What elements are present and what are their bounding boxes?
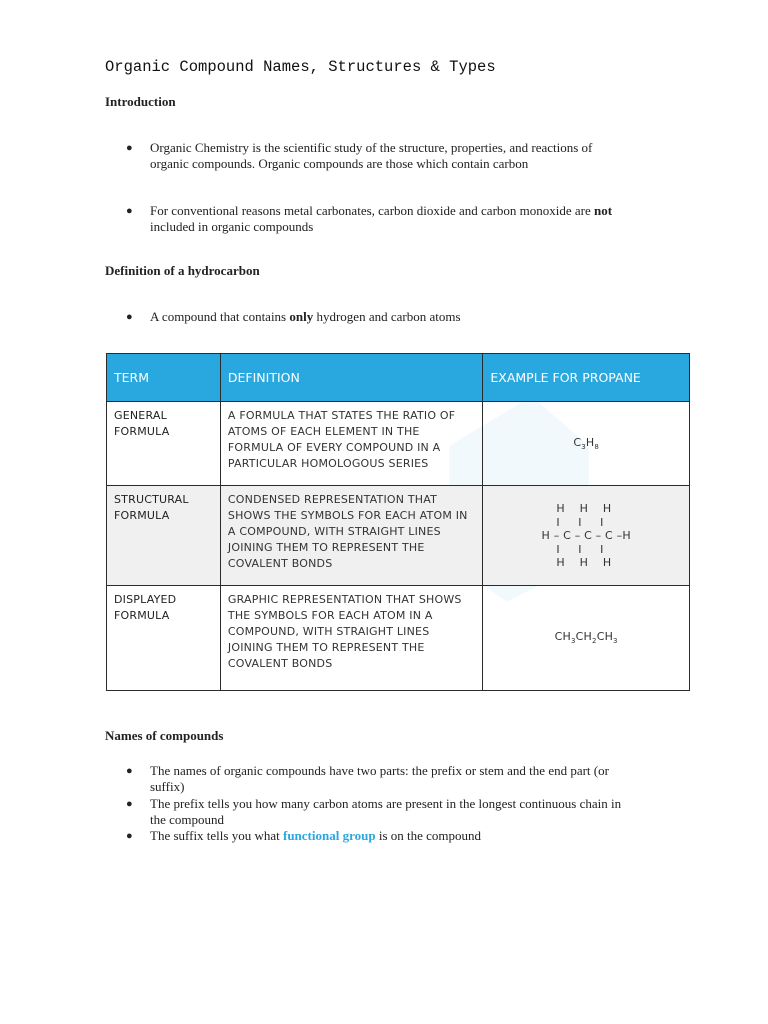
bullet-text: The prefix tells you how many carbon atoms are present in the longest continuous chain in the compound: [150, 796, 622, 827]
list-item: [126, 796, 626, 828]
formula-subscript: 3: [613, 637, 618, 645]
structure-line: H H H: [541, 502, 612, 515]
formula-subscript: 3: [581, 442, 586, 451]
formula-part: CH: [554, 630, 572, 643]
structure-line: H H H: [541, 556, 612, 569]
definitions-table: [106, 353, 690, 691]
bold-text: only: [289, 309, 314, 324]
structure-line: I I I: [541, 515, 604, 529]
example-cell: [483, 402, 690, 486]
list-item: [126, 763, 626, 795]
bullet-text: [150, 309, 626, 325]
term-cell: STRUCTURAL FORMULA: [107, 486, 221, 586]
intro-heading: Introduction: [105, 94, 176, 109]
bullet-icon: ●: [126, 798, 133, 810]
definition-cell: A FORMULA THAT STATES THE RATIO OF ATOMS OF EACH ELEMENT IN THE FORMULA OF EVERY COMPOUND IN A PARTICULAR HOMOLOGOUS SERIES: [220, 402, 482, 486]
structure-line: I I I: [541, 542, 604, 556]
bullet-text-part: included in organic compounds: [150, 219, 314, 234]
header-definition: DEFINITION: [220, 354, 482, 402]
example-cell: [483, 586, 690, 691]
functional-group-link[interactable]: functional group: [283, 828, 376, 843]
header-example: EXAMPLE FOR PROPANE: [483, 354, 690, 402]
formula-subscript: 8: [594, 442, 600, 451]
list-item: [126, 140, 626, 172]
formula-part: CH: [596, 630, 614, 643]
bullet-text-part: The suffix tells you what: [150, 828, 283, 843]
bullet-text-part: For conventional reasons metal carbonates, carbon dioxide and carbon monoxide are: [150, 203, 595, 218]
bullet-icon: ●: [126, 830, 133, 842]
bullet-text-part: is on the compound: [375, 828, 482, 843]
definition-cell: GRAPHIC REPRESENTATION THAT SHOWS THE SYMBOLS FOR EACH ATOM IN A COMPOUND, WITH STRAIGHT LINES JOINING THEM TO REPRESENT THE COVALENT BONDS: [220, 586, 482, 691]
example-cell: [483, 486, 690, 586]
table-header-row: [107, 354, 690, 402]
term-cell: GENERAL FORMULA: [107, 402, 221, 486]
structure-line: H – C – C – C –H: [541, 529, 631, 542]
bullet-text-part: hydrogen and carbon atoms: [313, 309, 461, 324]
list-item: [126, 309, 626, 325]
bullet-text-part: A compound that contains: [150, 309, 290, 324]
structure-diagram: [542, 502, 631, 570]
hydrocarbon-heading: Definition of a hydrocarbon: [105, 263, 260, 278]
formula-part: CH: [575, 630, 593, 643]
bullet-icon: ●: [126, 765, 133, 777]
bullet-icon: ●: [126, 311, 133, 323]
page-title: Organic Compound Names, Structures & Types: [105, 58, 496, 76]
list-item: [126, 203, 626, 235]
list-item: [126, 828, 626, 844]
formula-subscript: 3: [571, 637, 576, 645]
bullet-text: Organic Chemistry is the scientific study of the structure, properties, and reactions of organic compounds. Organic compounds are those which contain carbon: [150, 140, 593, 171]
names-heading: Names of compounds: [105, 728, 224, 743]
bullet-icon: ●: [126, 142, 133, 154]
bold-text: not: [594, 203, 613, 218]
definition-cell: CONDENSED REPRESENTATION THAT SHOWS THE SYMBOLS FOR EACH ATOM IN A COMPOUND, WITH STRAIGHT LINES JOINING THEM TO REPRESENT THE COVALENT BONDS: [220, 486, 482, 586]
formula-part: C: [573, 435, 582, 449]
bullet-icon: ●: [126, 205, 133, 217]
term-cell: DISPLAYED FORMULA: [107, 586, 221, 691]
formula-subscript: 2: [592, 637, 597, 645]
header-term: TERM: [107, 354, 221, 402]
bullet-text: [150, 203, 626, 235]
bullet-text: The names of organic compounds have two parts: the prefix or stem and the end part (or suffix): [150, 763, 609, 794]
table-row: [107, 402, 690, 486]
table-row: [107, 586, 690, 691]
bullet-text: [150, 828, 626, 844]
table-row: [107, 486, 690, 586]
formula-part: H: [585, 435, 595, 449]
